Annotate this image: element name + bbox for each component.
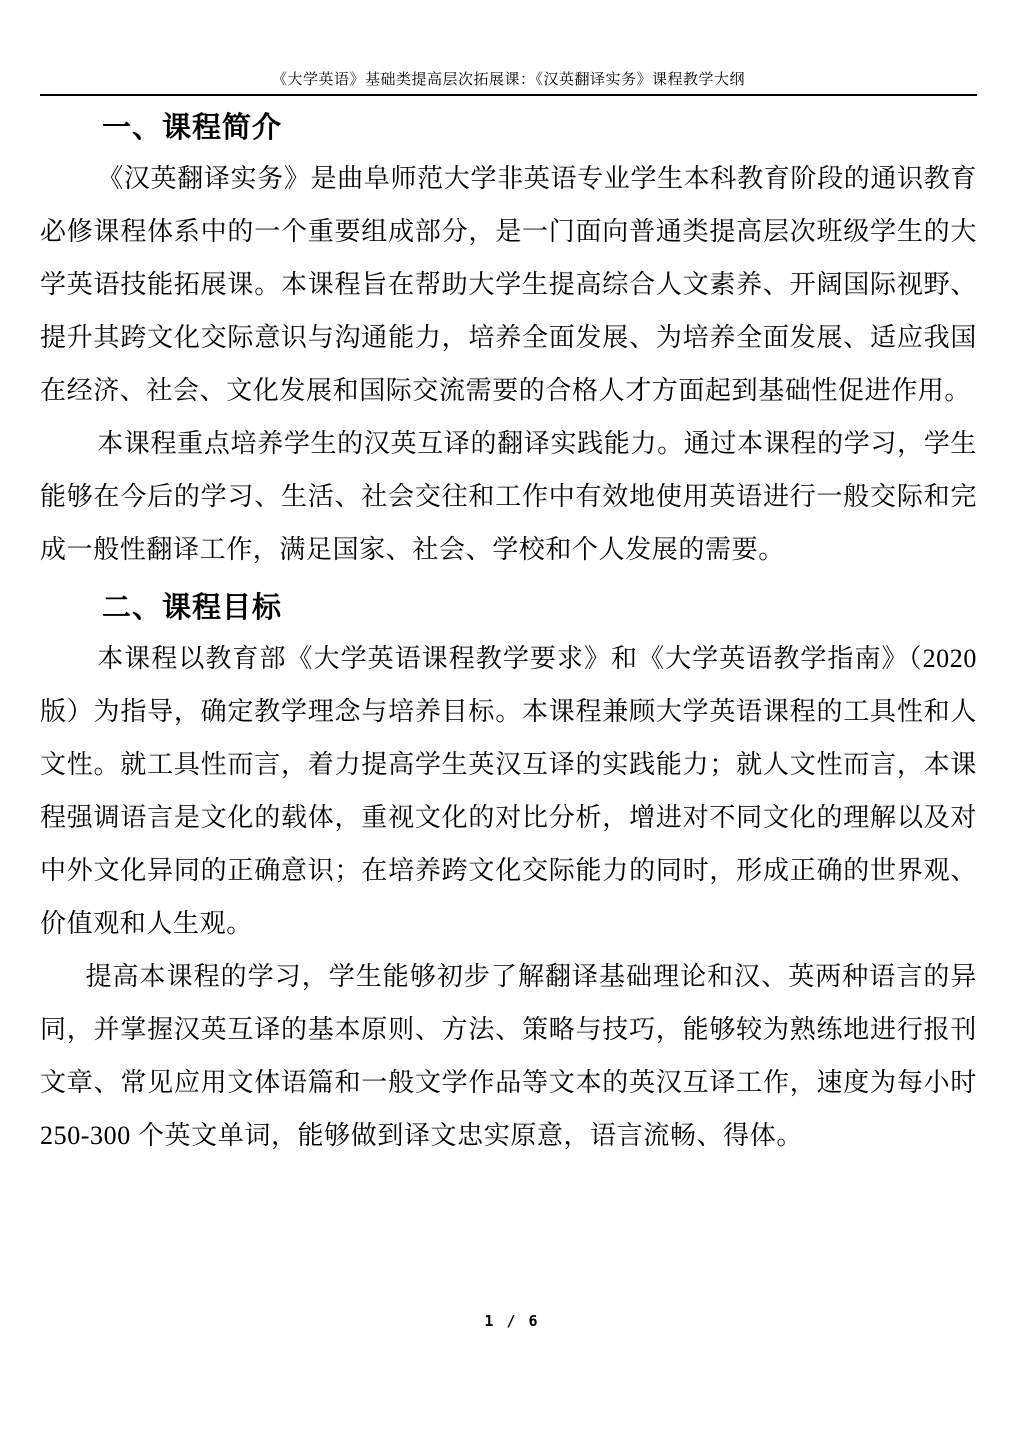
- paragraph-course-objectives-1: 本课程以教育部《大学英语课程教学要求》和《大学英语教学指南》（2020版）为指导，确定教学理念与培养目标。本课程兼顾大学英语课程的工具性和人文性。就工具性而言，着力提高学生英汉互译的实践能力；就人文性而言，本课程强调语言是文化的载体，重视文化的对比分析，增进对不同文化的理解以及对中外文化异同的正确意识；在培养跨文化交际能力的同时，形成正确的世界观、价值观和人生观。: [40, 644, 977, 938]
- page-footer: [0, 1312, 1024, 1330]
- page-header-title: 《大学英语》基础类提高层次拓展课：《汉英翻译实务》课程教学大纲: [271, 71, 745, 88]
- section-heading-course-objectives: 二、课程目标: [102, 592, 283, 624]
- paragraph-course-intro-2: 本课程重点培养学生的汉英互译的翻译实践能力。通过本课程的学习，学生能够在今后的学习、生活、社会交往和工作中有效地使用英语进行一般交际和完成一般性翻译工作，满足国家、社会、学校和个人发展的需要。: [40, 429, 977, 564]
- page-header: [40, 70, 977, 96]
- paragraph-course-objectives-2: 提高本课程的学习，学生能够初步了解翻译基础理论和汉、英两种语言的异同，并掌握汉英互译的基本原则、方法、策略与技巧，能够较为熟练地进行报刊文章、常见应用文体语篇和一般文学作品等文本的英汉互译工作，速度为每小时 250-300 个英文单词，能够做到译文忠实原意，语言流畅、得体。: [40, 962, 977, 1150]
- page-number: 1 / 6: [484, 1312, 540, 1330]
- paragraph-course-intro-1: 《汉英翻译实务》是曲阜师范大学非英语专业学生本科教育阶段的通识教育必修课程体系中的一个重要组成部分，是一门面向普通类提高层次班级学生的大学英语技能拓展课。本课程旨在帮助大学生提高综合人文素养、开阔国际视野、提升其跨文化交际意识与沟通能力，培养全面发展、为培养全面发展、适应我国在经济、社会、文化发展和国际交流需要的合格人才方面起到基础性促进作用。: [40, 164, 977, 405]
- document-body: [40, 111, 977, 1162]
- section-heading-course-intro: 一、课程简介: [102, 112, 283, 144]
